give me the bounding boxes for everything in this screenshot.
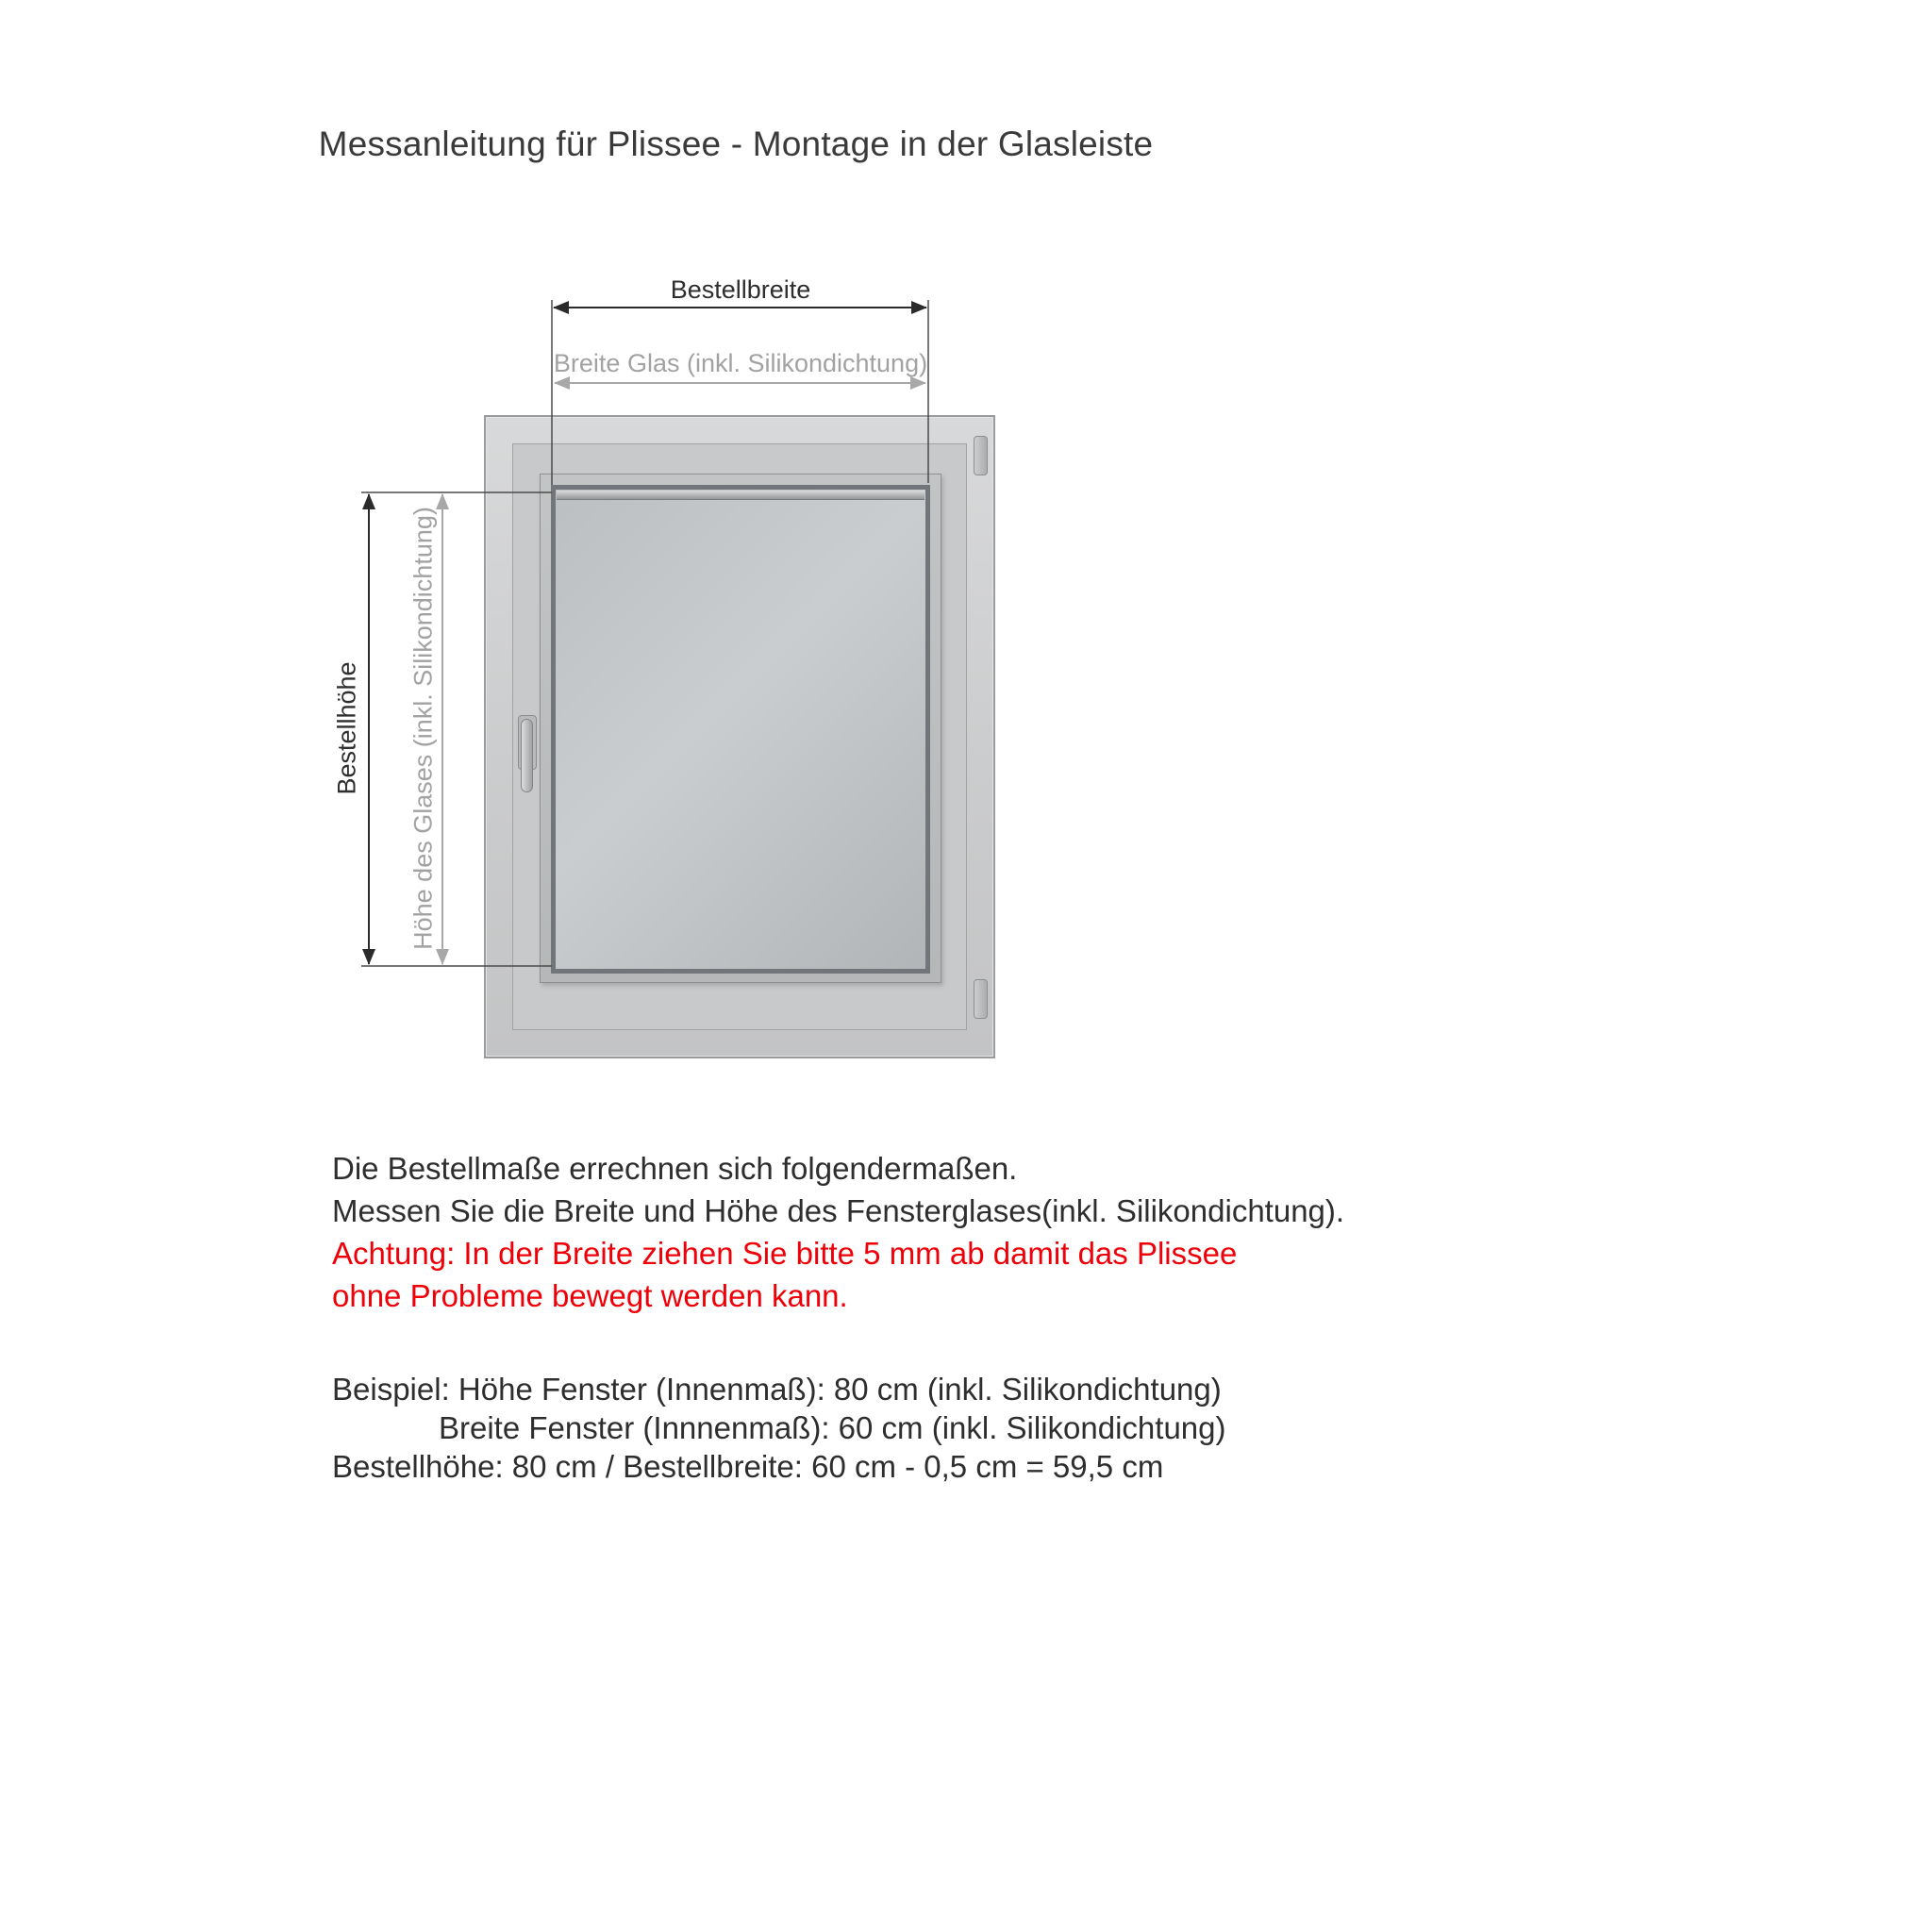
example-text-block	[332, 1370, 1226, 1486]
instruction-text-block	[332, 1147, 1344, 1317]
warning-line-2: ohne Probleme bewegt werden kann.	[332, 1278, 848, 1313]
window-glass-pane	[551, 485, 930, 974]
instruction-line-1: Die Bestellmaße errechnen sich folgendermaßen.	[332, 1151, 1018, 1186]
label-order-width: Bestellbreite	[670, 275, 811, 304]
window-hinge-top	[974, 436, 988, 475]
example-line-3: Bestellhöhe: 80 cm / Bestellbreite: 60 cm - 0,5 cm = 59,5 cm	[332, 1449, 1164, 1484]
example-line-1: Beispiel: Höhe Fenster (Innenmaß): 80 cm (inkl. Silikondichtung)	[332, 1372, 1222, 1407]
plissee-top-rail	[557, 491, 924, 500]
window-handle	[521, 719, 533, 792]
label-glass-height: Höhe des Glases (inkl. Silikondichtung)	[408, 507, 438, 950]
page-title: Messanleitung für Plissee - Montage in der Glasleiste	[318, 125, 1154, 163]
warning-line-1: Achtung: In der Breite ziehen Sie bitte 5 mm ab damit das Plissee	[332, 1236, 1238, 1271]
example-line-2: Breite Fenster (Innnenmaß): 60 cm (inkl. Silikondichtung)	[439, 1410, 1226, 1445]
window-hinge-bottom	[974, 979, 988, 1019]
label-glass-width: Breite Glas (inkl. Silikondichtung)	[553, 349, 928, 377]
instruction-line-2: Messen Sie die Breite und Höhe des Fensterglases(inkl. Silikondichtung).	[332, 1193, 1345, 1228]
label-order-height: Bestellhöhe	[332, 661, 361, 795]
